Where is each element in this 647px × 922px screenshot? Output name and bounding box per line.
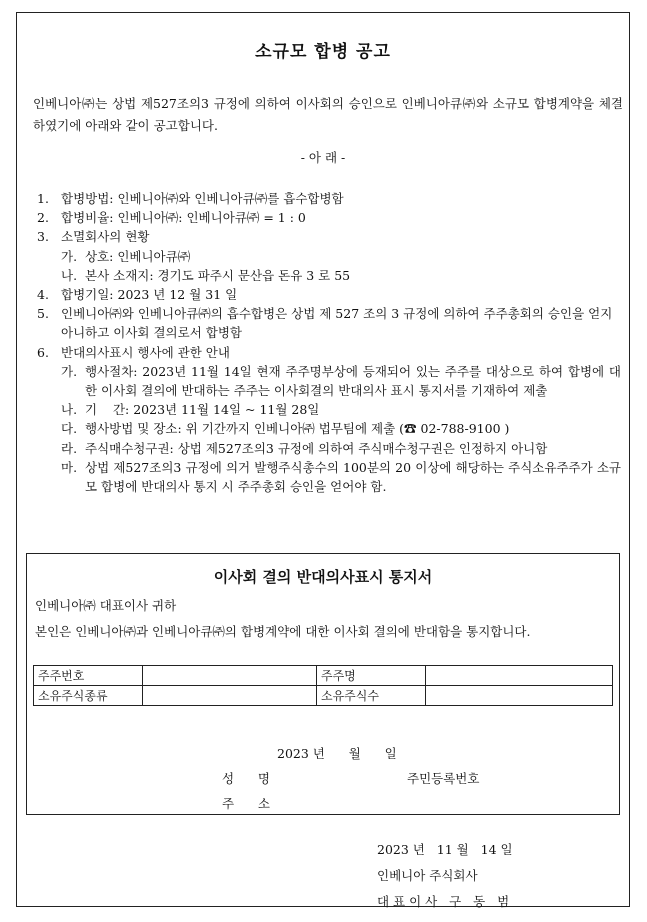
sub-item: 다. 행사방법 및 장소: 위 기간까지 인베니아㈜ 법무팀에 제출 (☎ 02-788-9100 ): [61, 421, 510, 437]
share-count-field[interactable]: [426, 686, 613, 706]
shareholder-info-table: [33, 665, 613, 706]
share-type-field[interactable]: [143, 686, 317, 706]
section-divider-ahrae: - 아 래 -: [300, 150, 346, 165]
list-item: 4. 합병기일: 2023 년 12 월 31 일: [37, 287, 238, 303]
registration-number-label: 주민등록번호: [407, 771, 480, 786]
list-item: 6. 반대의사표시 행사에 관한 안내: [37, 344, 230, 360]
issuer-footer: [377, 837, 513, 915]
table-row: [34, 686, 613, 706]
list-item: 2. 합병비율: 인베니아㈜: 인베니아큐㈜ = 1 : 0: [37, 210, 306, 226]
label-share-type: 소유주식종류: [34, 686, 143, 706]
notice-date-line: 2023 년 월 일: [277, 746, 397, 761]
sub-item: 가. 상호: 인베니아큐㈜: [61, 248, 191, 264]
footer-ceo: 대 표 이 사 구 동 범: [377, 894, 510, 909]
footer-company: 인베니아 주식회사: [377, 868, 478, 883]
sub-item: 마. 상법 제527조의3 규정에 의거 발행주식총수의 100분의 20 이상에 해당하는 주식소유주주가 소규모 합병에 반대의사 통지 시 주주총회 승인을 얻어야 함.: [61, 459, 621, 495]
intro-paragraph: 인베니아㈜는 상법 제527조의3 규정에 의하여 이사회의 승인으로 인베니아큐㈜와 소규모 합병계약을 체결하였기에 아래와 같이 공고합니다.: [33, 96, 623, 133]
shareholder-number-field[interactable]: [143, 666, 317, 686]
notice-title: 이사회 결의 반대의사표시 통지서: [213, 568, 433, 586]
list-item: 3. 소멸회사의 현황: [37, 229, 150, 245]
notice-body: 본인은 인베니아㈜과 인베니아큐㈜의 합병계약에 대한 이사회 결의에 반대함을 통지합니다.: [35, 624, 531, 639]
sub-item: 라. 주식매수청구권: 상법 제527조의3 규정에 의하여 주식매수청구권은 인정하지 아니함: [61, 440, 548, 456]
label-shareholder-number: 주주번호: [34, 666, 143, 686]
list-item: 5. 인베니아㈜와 인베니아큐㈜의 흡수합병은 상법 제 527 조의 3 규정에 의하여 주주총회의 승인을 얻지 아니하고 이사회 결의로서 합병함: [37, 306, 613, 341]
objection-notice-form: [26, 553, 620, 815]
table-row: [34, 666, 613, 686]
item-list: [37, 189, 621, 496]
signature-name-label: 성 명: [222, 771, 270, 786]
notice-document-frame: [16, 12, 630, 907]
sub-item: 나. 기 간: 2023년 11월 14일 ~ 11월 28일: [61, 402, 320, 418]
notice-addressee: 인베니아㈜ 대표이사 귀하: [35, 598, 177, 613]
label-share-count: 소유주식수: [317, 686, 426, 706]
list-item: 1. 합병방법: 인베니아㈜와 인베니아큐㈜를 흡수합병함: [37, 191, 344, 206]
shareholder-name-field[interactable]: [426, 666, 613, 686]
footer-date: 2023 년 11 월 14 일: [377, 842, 513, 857]
signature-address-label: 주 소: [222, 796, 270, 811]
sub-item: 가. 행사절차: 2023년 11월 14일 현재 주주명부상에 등재되어 있는 주주를 대상으로 하여 합병에 대한 이사회 결의에 반대하는 주주는 이사회결의 반대의사 표시 통지서를 기재하여 제출: [61, 363, 621, 399]
sub-item: 나. 본사 소재지: 경기도 파주시 문산읍 돈유 3 로 55: [61, 267, 351, 283]
label-shareholder-name: 주주명: [317, 666, 426, 686]
document-title: 소규모 합병 공고: [255, 42, 391, 62]
